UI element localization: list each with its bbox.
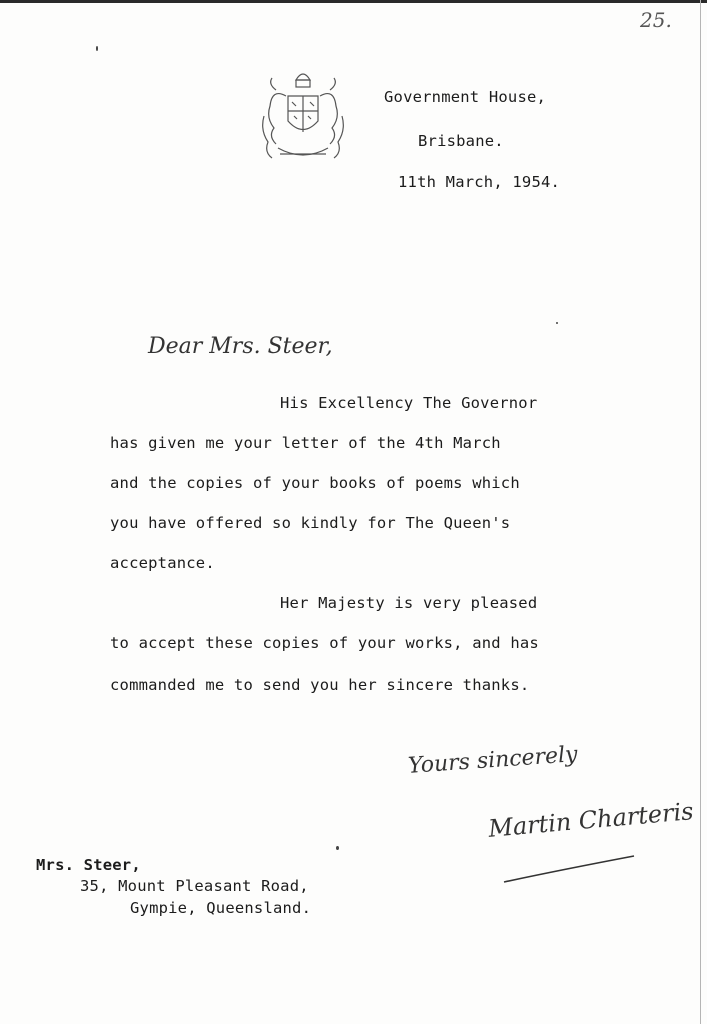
body-line: you have offered so kindly for The Queen's xyxy=(110,514,511,532)
body-line: and the copies of your books of poems which xyxy=(110,474,520,492)
body-line: to accept these copies of your works, and has xyxy=(110,634,539,652)
page-number: 25. xyxy=(640,8,672,32)
signature-flourish xyxy=(500,852,640,886)
letterhead-place: Government House, xyxy=(384,88,547,106)
page-right-edge xyxy=(700,0,701,1024)
coat-of-arms-icon xyxy=(258,66,348,164)
recipient-town: Gympie, Queensland. xyxy=(130,899,312,917)
recipient-street: 35, Mount Pleasant Road, xyxy=(80,877,309,895)
paper-speck xyxy=(336,846,339,850)
salutation: Dear Mrs. Steer, xyxy=(148,334,333,359)
letterhead-city: Brisbane. xyxy=(418,132,504,150)
body-line: Her Majesty is very pleased xyxy=(280,594,538,612)
recipient-name: Mrs. Steer, xyxy=(36,856,141,874)
paper-speck xyxy=(556,322,558,324)
page-top-edge xyxy=(0,0,707,3)
body-line: acceptance. xyxy=(110,554,215,572)
body-line: commanded me to send you her sincere thanks. xyxy=(110,676,530,694)
body-line: His Excellency The Governor xyxy=(280,394,538,412)
closing: Yours sincerely xyxy=(407,742,579,779)
letter-date: 11th March, 1954. xyxy=(398,173,561,191)
body-line: has given me your letter of the 4th March xyxy=(110,434,501,452)
signature: Martin Charteris xyxy=(487,797,695,843)
paper-speck xyxy=(96,46,98,51)
